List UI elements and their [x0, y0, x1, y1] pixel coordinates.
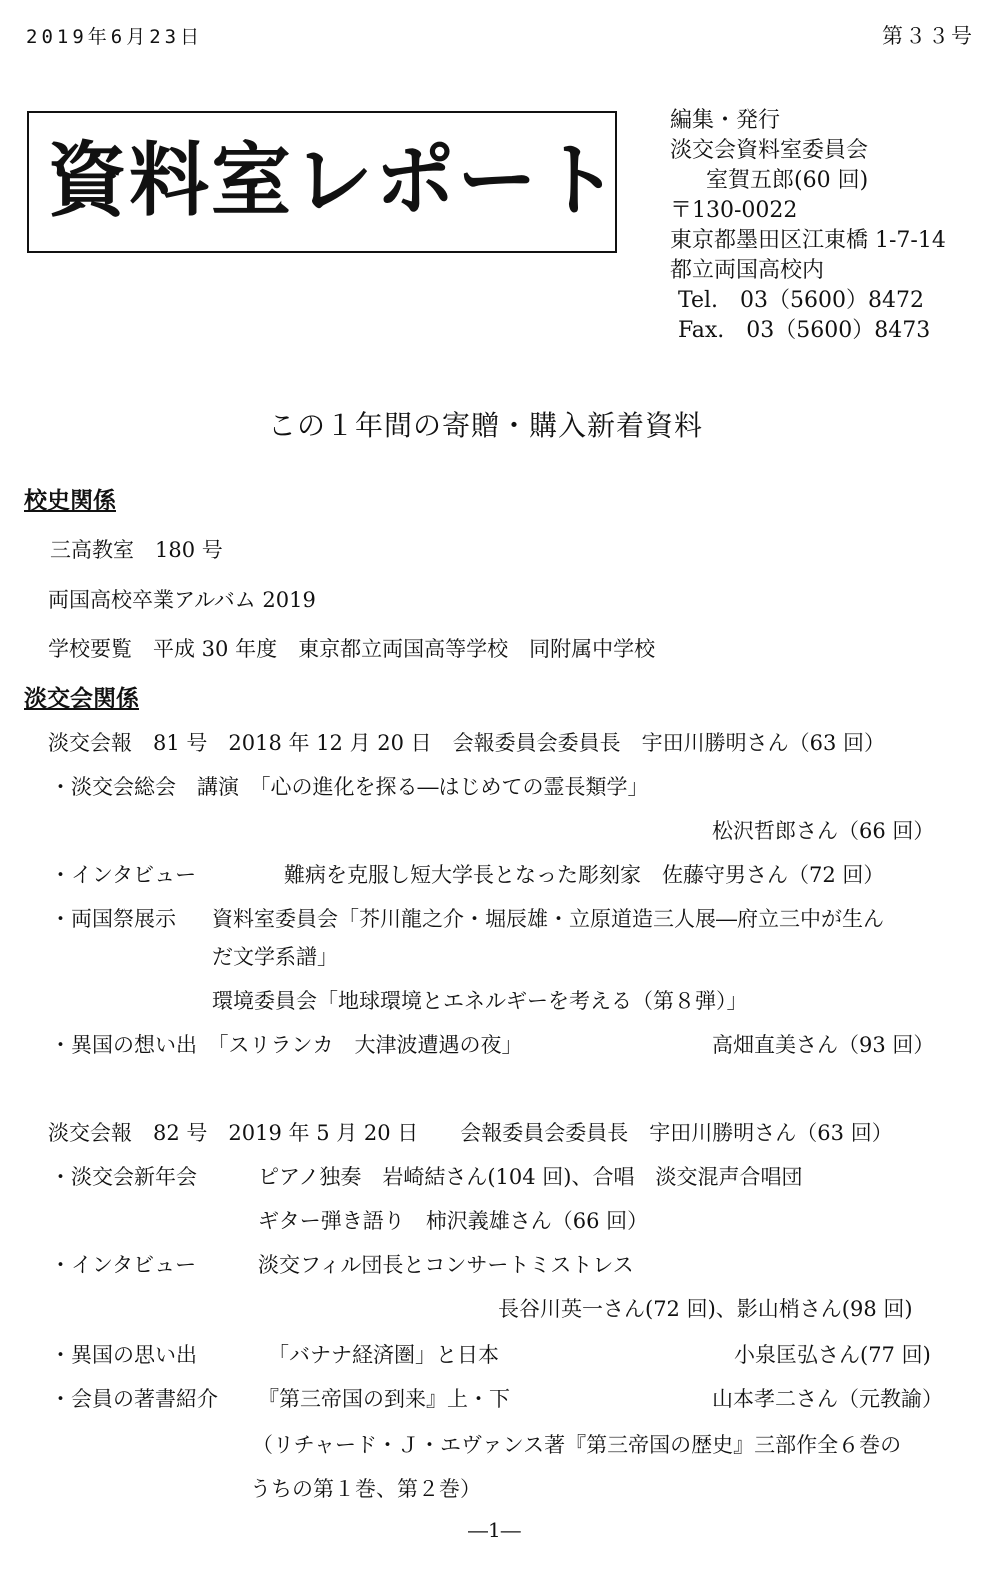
list-item: ・インタビュー — [50, 1253, 197, 1277]
publisher-person: 室賀五郎(60 回) — [706, 168, 869, 193]
list-item: ・異国の想い出 「スリランカ 大津波遭遇の夜」 — [50, 1033, 523, 1057]
section-title-tankokai: 淡交会関係 — [24, 686, 139, 712]
list-item: 山本孝二さん（元教諭） — [712, 1387, 943, 1411]
main-heading: この１年間の寄贈・購入新着資料 — [268, 409, 704, 442]
list-item: 難病を克服し短大学長となった彫刻家 佐藤守男さん（72 回） — [284, 863, 885, 887]
report-82-title: 淡交会報 82 号 2019 年 5 月 20 日 会報委員会委員長 宇田川勝明さん（63 回） — [48, 1121, 893, 1145]
publisher-tel: Tel. 03（5600）8472 — [678, 288, 924, 313]
list-item: （リチャード・Ｊ・エヴァンス著『第三帝国の歴史』三部作全６巻の — [252, 1433, 902, 1457]
publisher-school: 都立両国高校内 — [670, 258, 825, 283]
publisher-postal: 〒130-0022 — [670, 198, 798, 223]
list-item: ・異国の思い出 — [50, 1343, 197, 1367]
list-item: 学校要覧 平成 30 年度 東京都立両国高等学校 同附属中学校 — [48, 637, 656, 661]
list-item: ・インタビュー — [50, 863, 197, 887]
list-item: 両国高校卒業アルバム 2019 — [48, 588, 316, 612]
list-item: 資料室委員会「芥川龍之介・堀辰雄・立原道造三人展―府立三中が生ん — [212, 907, 884, 931]
list-item: ・淡交会総会 講演 「心の進化を探る―はじめての霊長類学」 — [50, 775, 649, 799]
list-item: ・両国祭展示 — [50, 907, 176, 931]
publisher-fax: Fax. 03（5600）8473 — [678, 318, 931, 343]
publisher-role: 編集・発行 — [670, 108, 781, 133]
page-number: ―1― — [468, 1518, 521, 1542]
list-item: だ文学系譜」 — [212, 945, 338, 969]
list-item: 環境委員会「地球環境とエネルギーを考える（第８弾）」 — [212, 989, 748, 1013]
report-81-title: 淡交会報 81 号 2018 年 12 月 20 日 会報委員会委員長 宇田川勝明さん（63 回） — [48, 731, 886, 755]
list-item: 『第三帝国の到来』上・下 — [258, 1387, 510, 1411]
list-item: ・会員の著書紹介 — [50, 1387, 218, 1411]
list-item: 小泉匡弘さん(77 回) — [734, 1343, 931, 1367]
list-item: 松沢哲郎さん（66 回） — [712, 819, 935, 843]
issue-number: 第３３号 — [882, 24, 974, 48]
report-title: 資料室レポート — [47, 134, 621, 227]
list-item: 「バナナ経済圏」と日本 — [268, 1343, 499, 1367]
publisher-org: 淡交会資料室委員会 — [670, 138, 869, 163]
list-item: 淡交フィル団長とコンサートミストレス — [258, 1253, 634, 1277]
issue-date: 2019年6月23日 — [26, 26, 204, 48]
section-title-school-history: 校史関係 — [24, 488, 116, 514]
list-item: 高畑直美さん（93 回） — [712, 1033, 935, 1057]
title-box — [27, 111, 621, 253]
list-item: ピアノ独奏 岩崎結さん(104 回)、合唱 淡交混声合唱団 — [258, 1165, 803, 1189]
list-item: 三高教室 180 号 — [50, 538, 223, 562]
list-item: ・淡交会新年会 — [50, 1165, 197, 1189]
list-item: ギター弾き語り 柿沢義雄さん（66 回） — [258, 1209, 649, 1233]
list-item: 長谷川英一さん(72 回)、影山梢さん(98 回) — [498, 1297, 913, 1321]
publisher-address: 東京都墨田区江東橋 1-7-14 — [670, 228, 946, 253]
list-item: うちの第１巻、第２巻） — [250, 1477, 481, 1501]
